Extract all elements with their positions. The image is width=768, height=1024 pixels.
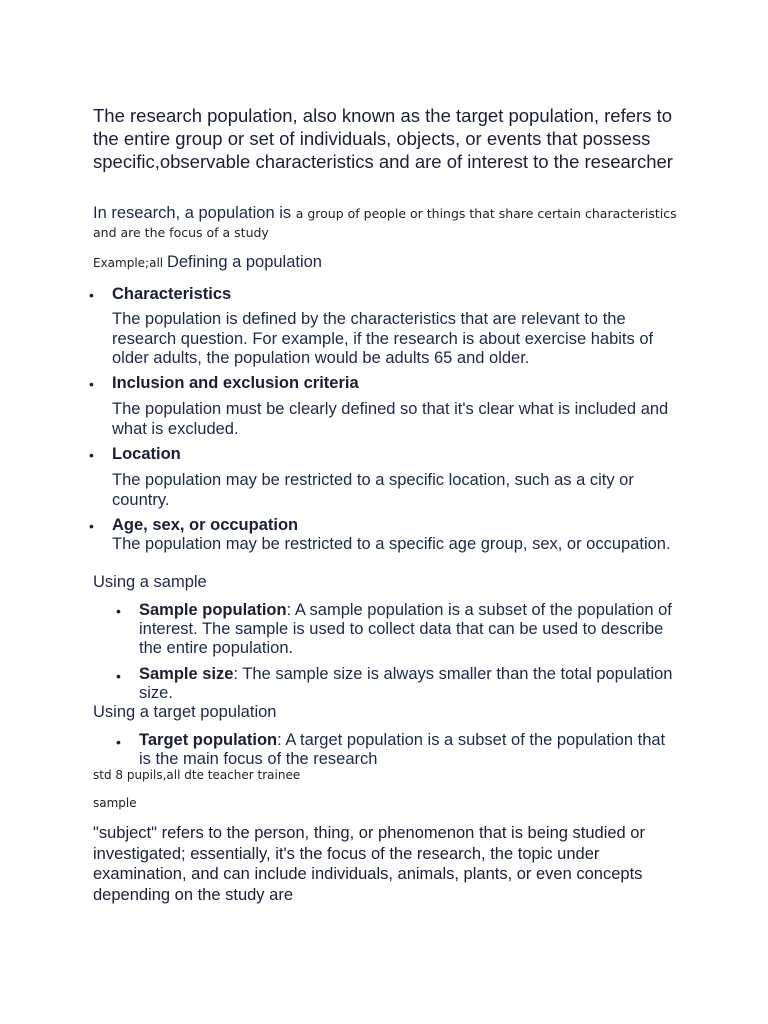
sample-population-text: : A sample population is a subset of the population of interest. The sample is used to collect data that can be used to describe the entire population.	[139, 601, 672, 657]
sample-size-text: : The sample size is always smaller than the total population size.	[139, 665, 673, 702]
example-heading: Defining a population	[166, 253, 322, 271]
target-population-term: Target population	[139, 731, 278, 749]
using-target-heading: Using a target population	[93, 703, 277, 721]
bullet-icon: •	[116, 603, 121, 619]
criteria-title: Inclusion and exclusion criteria	[112, 374, 359, 392]
bullet-icon: •	[116, 734, 121, 750]
criteria-desc: The population may be restricted to a specific age group, sex, or occupation.	[112, 535, 671, 553]
criteria-desc: The population may be restricted to a specific location, such as a city or country.	[112, 471, 634, 509]
note-line-sample: sample	[93, 796, 137, 810]
example-line	[93, 253, 322, 272]
sample-size-item	[139, 665, 679, 703]
subject-paragraph: "subject" refers to the person, thing, or phenomenon that is being studied or investigated; essentially, it's the focus of the research, the topic under examination, and can include individuals, animals, plants, or even concepts depending on the study are	[93, 824, 645, 904]
target-population-text: : A target population is a subset of the population that is the main focus of the research	[139, 731, 666, 768]
criteria-desc: The population must be clearly defined so that it's clear what is included and what is excluded.	[112, 400, 669, 438]
criteria-item	[112, 444, 682, 510]
criteria-item	[112, 373, 682, 439]
intro-paragraph: The research population, also known as the target population, refers to the entire group or set of individuals, objects, or events that possess specific,observable characteristics and are of interest to the researcher	[93, 105, 673, 172]
example-prefix: Example;all	[93, 256, 167, 270]
note-line-pupils: std 8 pupils,all dte teacher trainee	[93, 768, 301, 782]
criteria-item	[112, 284, 682, 369]
definition-rest: a group of people or things that share certain characteristics and are the focus of a study	[93, 206, 677, 240]
using-sample-heading: Using a sample	[93, 573, 207, 591]
sample-size-term: Sample size	[139, 665, 234, 683]
definition-lead: In research, a population is	[93, 204, 296, 222]
bullet-icon: •	[89, 287, 94, 303]
criteria-item	[112, 515, 682, 555]
bullet-icon: •	[89, 518, 94, 534]
sample-population-term: Sample population	[139, 601, 287, 619]
criteria-desc: The population is defined by the characteristics that are relevant to the research question. For example, if the research is about exercise habits of older adults, the population would be adults 65 and older.	[112, 310, 654, 367]
sample-population-item	[139, 601, 679, 658]
bullet-icon: •	[116, 668, 121, 684]
criteria-title: Age, sex, or occupation	[112, 516, 299, 534]
definition-line	[93, 204, 683, 242]
criteria-title: Location	[112, 445, 181, 463]
target-population-item	[139, 731, 679, 769]
bullet-icon: •	[89, 447, 94, 463]
criteria-title: Characteristics	[112, 285, 232, 303]
bullet-icon: •	[89, 376, 94, 392]
